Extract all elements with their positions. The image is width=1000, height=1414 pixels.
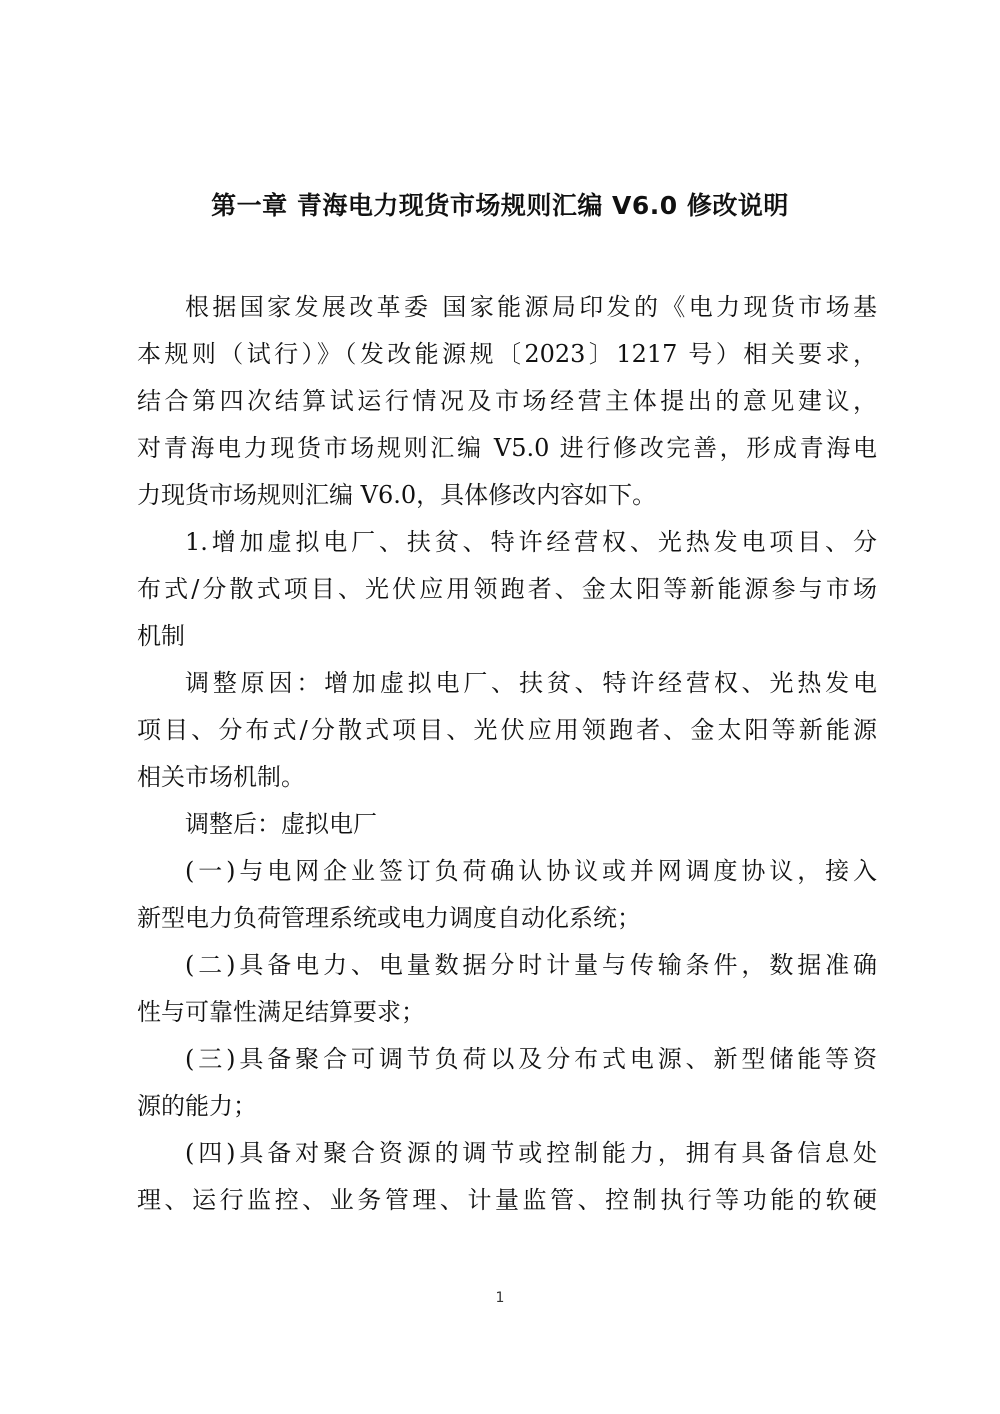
paragraph-line: (四)具备对聚合资源的调节或控制能力，拥有具备信息处: [185, 1139, 877, 1167]
paragraph-line: 项目、分布式/分散式项目、光伏应用领跑者、金太阳等新能源: [137, 716, 877, 744]
paragraph-line: 新型电力负荷管理系统或电力调度自动化系统；: [137, 904, 641, 932]
paragraph-line: 机制: [137, 622, 185, 650]
paragraph-line: (三)具备聚合可调节负荷以及分布式电源、新型储能等资: [185, 1045, 877, 1073]
paragraph-line: 调整后：虚拟电厂: [185, 810, 377, 838]
paragraph-line: 理、运行监控、业务管理、计量监管、控制执行等功能的软硬: [137, 1186, 877, 1214]
paragraph-line: 布式/分散式项目、光伏应用领跑者、金太阳等新能源参与市场: [137, 575, 877, 603]
document-title: 第一章 青海电力现货市场规则汇编 V6.0 修改说明: [211, 191, 789, 220]
paragraph-line: 源的能力；: [137, 1092, 257, 1120]
paragraph-line: 本规则（试行）》（发改能源规〔2023〕1217 号）相关要求，: [137, 340, 877, 368]
paragraph-line: 调整原因：增加虚拟电厂、扶贫、特许经营权、光热发电: [185, 669, 877, 697]
paragraph-line: 相关市场机制。: [137, 763, 305, 791]
paragraph-line: 性与可靠性满足结算要求；: [137, 998, 425, 1026]
paragraph-line: 根据国家发展改革委 国家能源局印发的《电力现货市场基: [185, 293, 877, 321]
paragraph-line: 对青海电力现货市场规则汇编 V5.0 进行修改完善，形成青海电: [137, 434, 877, 462]
document-body: [137, 284, 877, 1224]
paragraph-line: 1.增加虚拟电厂、扶贫、特许经营权、光热发电项目、分: [185, 528, 877, 556]
paragraph-line: 结合第四次结算试运行情况及市场经营主体提出的意见建议，: [137, 387, 877, 415]
paragraph-line: 力现货市场规则汇编 V6.0，具体修改内容如下。: [137, 481, 657, 509]
paragraph-line: (二)具备电力、电量数据分时计量与传输条件，数据准确: [185, 951, 877, 979]
paragraph-line: (一)与电网企业签订负荷确认协议或并网调度协议，接入: [185, 857, 877, 885]
page-number: 1: [495, 1290, 505, 1306]
